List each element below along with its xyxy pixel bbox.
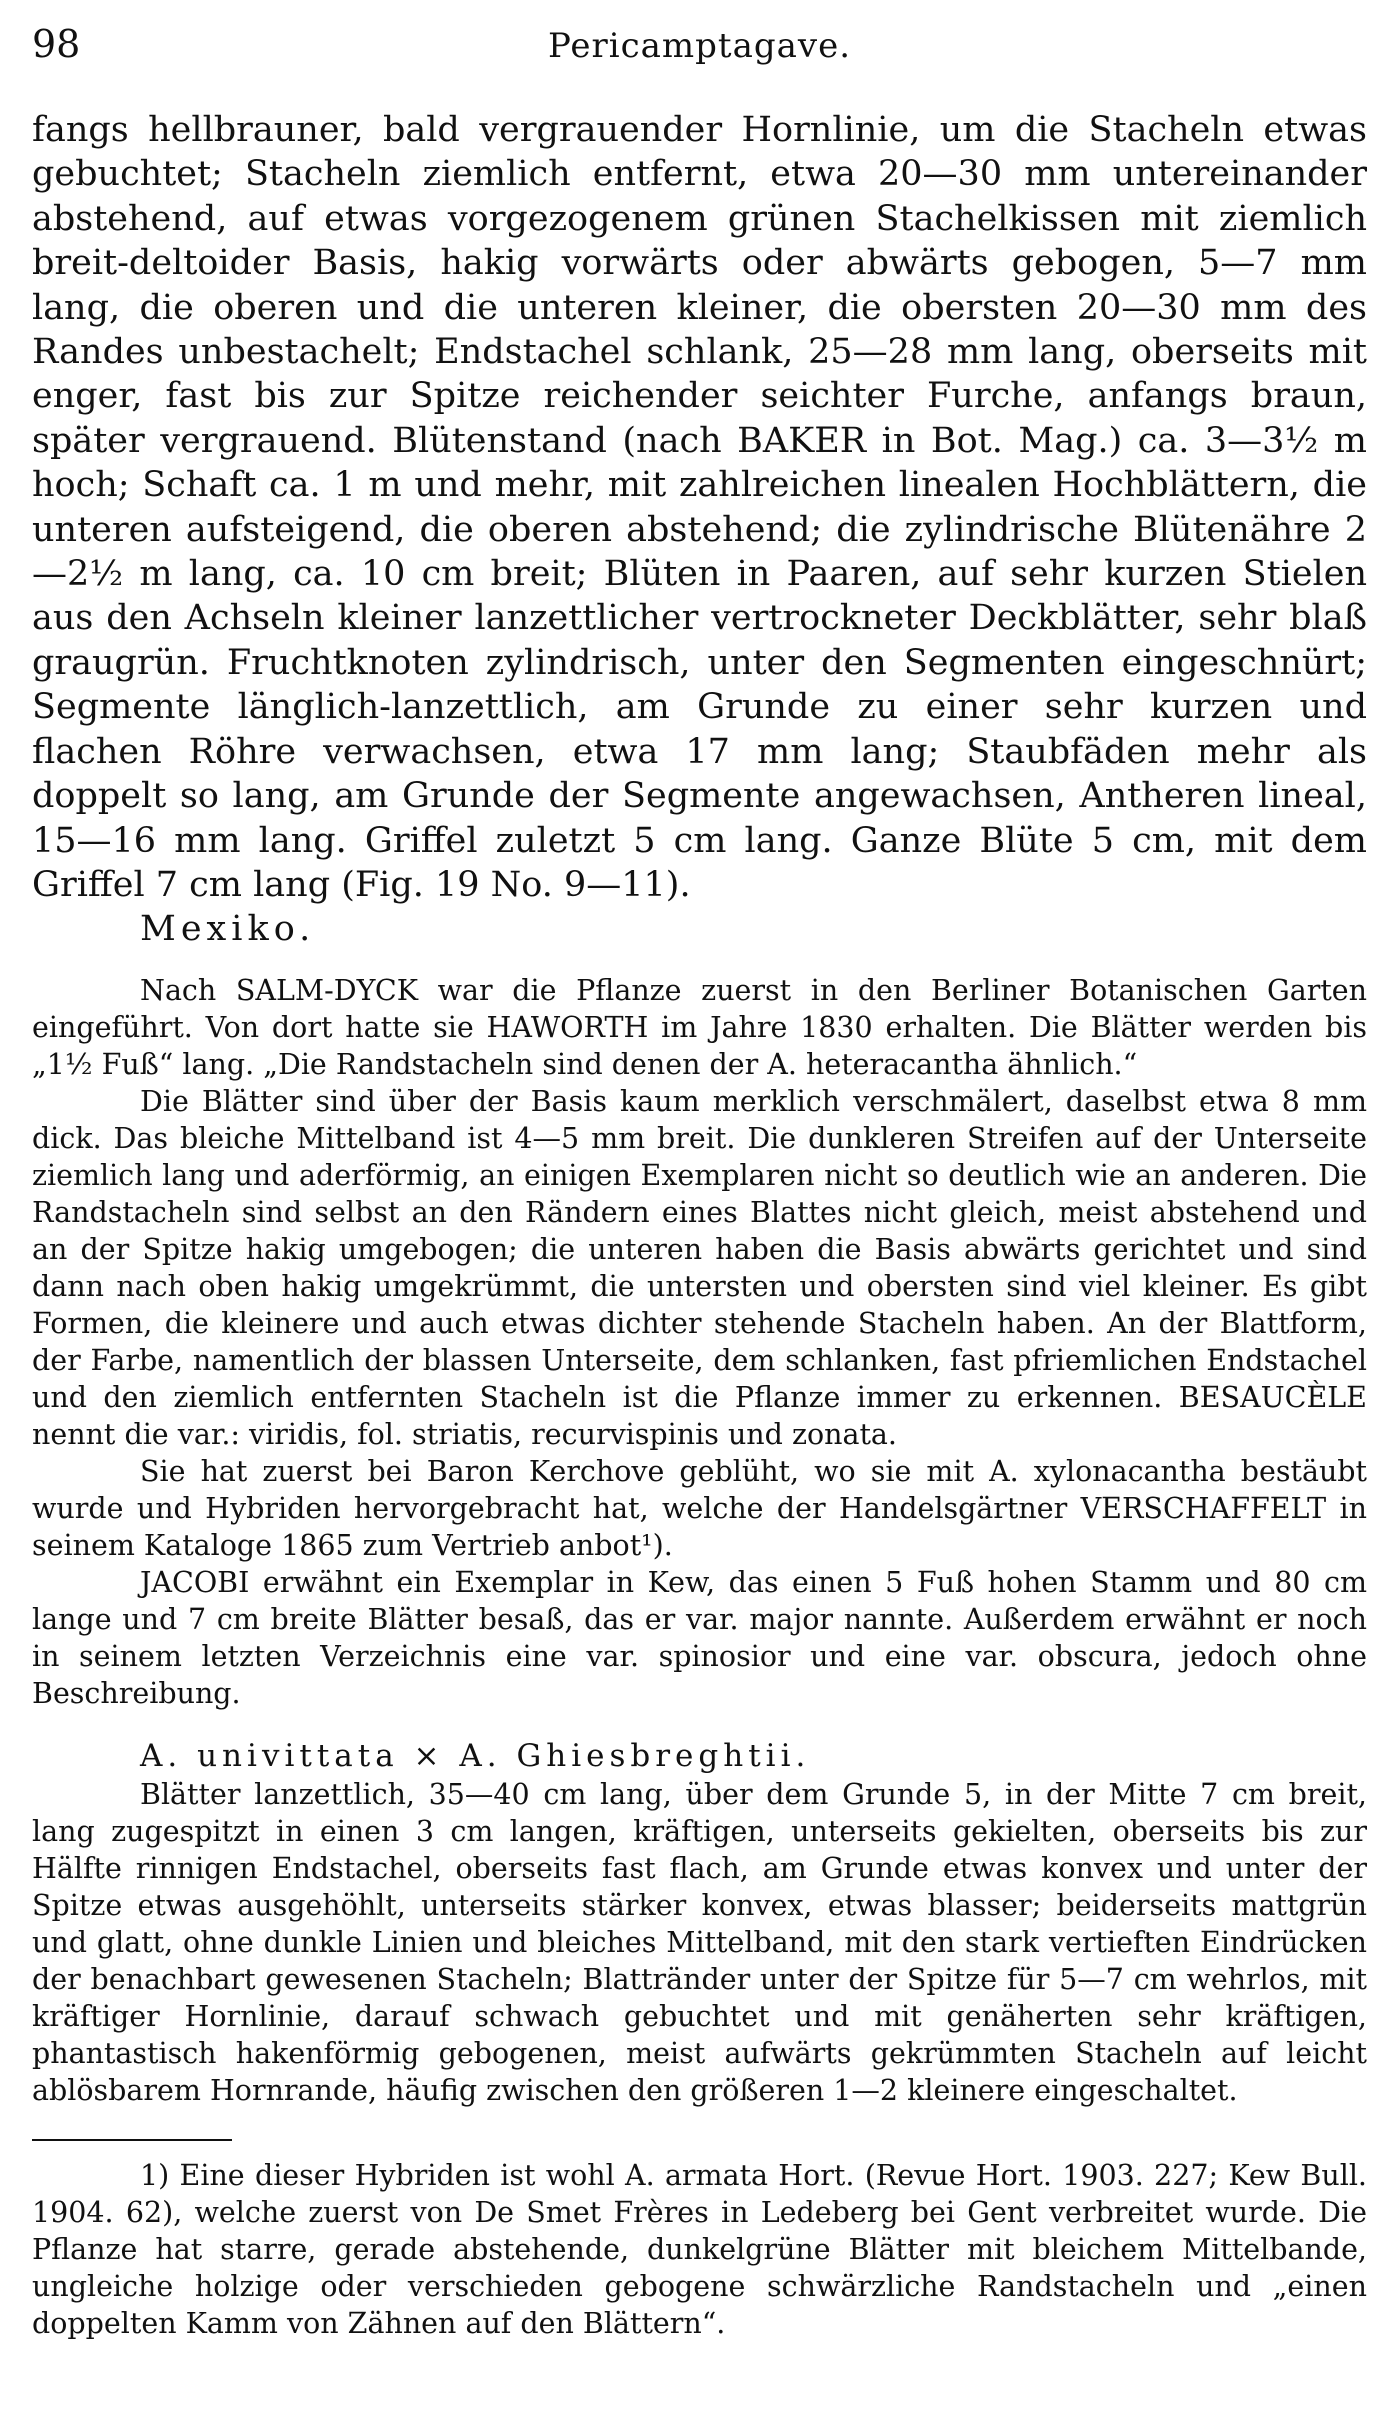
jacobi-paragraph: JACOBI erwähnt ein Exemplar in Kew, das einen 5 Fuß hohen Stamm und 80 cm lange und 7 cm breite Blätter besaß, das er var. major nannte. Außerdem erwähnt er noch in seinem letzten Verzeichnis eine var. spinosior und eine var. obscura, jedoch ohne Beschreibung.	[32, 1565, 1367, 1710]
history-paragraph: Nach SALM-DYCK war die Pflanze zuerst in den Berliner Botanischen Garten eingeführt. Von dort hatte sie HAWORTH im Jahre 1830 erhalten. Die Blätter werden bis „1½ Fuß“ lang. „Die Randstacheln sind denen der A. heteracantha ähnlich.“	[32, 973, 1367, 1081]
hybrid-heading: A. univittata × A. Ghiesbreghtii.	[140, 1737, 811, 1774]
running-title: Pericamptagave.	[547, 26, 852, 66]
page-body	[32, 108, 1367, 2342]
spacer	[32, 2109, 1367, 2133]
description-paragraph: fangs hellbrauner, bald vergrauender Hornlinie, um die Stacheln etwas gebuchtet; Stacheln ziemlich entfernt, etwa 20—30 mm untereinander abstehend, auf etwas vorgezogenem grünen Stachelkissen mit ziemlich breit-deltoider Basis, hakig vorwärts oder abwärts gebogen, 5—7 mm lang, die oberen und die unteren kleiner, die obersten 20—30 mm des Randes unbestachelt; Endstachel schlank, 25—28 mm lang, oberseits mit enger, fast bis zur Spitze reichender seichter Furche, anfangs braun, später vergrauend. Blütenstand (nach BAKER in Bot. Mag.) ca. 3—3½ m hoch; Schaft ca. 1 m und mehr, mit zahlreichen linealen Hochblättern, die unteren aufsteigend, die oberen abstehend; die zylindrische Blütenähre 2—2½ m lang, ca. 10 cm breit; Blüten in Paaren, auf sehr kurzen Stielen aus den Achseln kleiner lanzettlicher vertrockneter Deckblätter, sehr blaß graugrün. Fruchtknoten zylindrisch, unter den Segmenten eingeschnürt; Segmente länglich-lanzettlich, am Grunde zu einer sehr kurzen und flachen Röhre verwachsen, etwa 17 mm lang; Staubfäden mehr als doppelt so lang, am Grunde der Segmente angewachsen, Antheren lineal, 15—16 mm lang. Griffel zuletzt 5 cm lang. Ganze Blüte 5 cm, mit dem Griffel 7 cm lang (Fig. 19 No. 9—11).	[32, 110, 1367, 905]
leaf-description-paragraph: Die Blätter sind über der Basis kaum merklich verschmälert, daselbst etwa 8 mm dick. Das bleiche Mittelband ist 4—5 mm breit. Die dunkleren Streifen auf der Unterseite ziemlich lang und aderförmig, an einigen Exemplaren nicht so deutlich wie an anderen. Die Randstacheln sind selbst an den Rändern eines Blattes nicht gleich, meist abstehend und an der Spitze hakig umgebogen; die unteren haben die Basis abwärts gerichtet und sind dann nach oben hakig umgekrümmt, die untersten und obersten sind viel kleiner. Es gibt Formen, die kleinere und auch etwas dichter stehende Stacheln haben. An der Blattform, der Farbe, namentlich der blassen Unterseite, dem schlanken, fast pfriemlichen Endstachel und den ziemlich entfernten Stacheln ist die Pflanze immer zu erkennen. BESAUCÈLE nennt die var.: viridis, fol. striatis, recurvispinis und zonata.	[32, 1084, 1367, 1451]
origin-label: Mexiko.	[140, 909, 316, 950]
hybrid-description-paragraph: Blätter lanzettlich, 35—40 cm lang, über dem Grunde 5, in der Mitte 7 cm breit, lang zugespitzt in einen 3 cm langen, kräftigen, unterseits gekielten, oberseits bis zur Hälfte rinnigen Endstachel, oberseits fast flach, am Grunde etwas konvex und unter der Spitze etwas ausgehöhlt, unterseits stärker konvex, etwas blasser; beiderseits mattgrün und glatt, ohne dunkle Linien und bleiches Mittelband, mit den stark vertieften Eindrücken der benachbart gewesenen Stacheln; Blatträndеr unter der Spitze für 5—7 cm wehrlos, mit kräftiger Hornlinie, darauf schwach gebuchtet und mit genäherten sehr kräftigen, phantastisch hakenförmig gebogenen, meist aufwärts gekrümmten Stacheln auf leicht ablösbarem Hornrande, häufig zwischen den größeren 1—2 kleinere eingeschaltet.	[32, 1777, 1367, 2107]
spacer	[32, 952, 1367, 972]
footnote-divider	[32, 2139, 232, 2141]
page-header	[32, 22, 1367, 82]
page-number: 98	[32, 22, 81, 66]
flowering-paragraph: Sie hat zuerst bei Baron Kerchove geblüht, wo sie mit A. xylonacantha bestäubt wurde und Hybriden hervorgebracht hat, welche der Handelsgärtner VERSCHAFFELT in seinem Kataloge 1865 zum Vertrieb anbot¹).	[32, 1454, 1367, 1562]
spacer	[32, 1712, 1367, 1736]
footnote: 1) Eine dieser Hybriden ist wohl A. armata Hort. (Revue Hort. 1903. 227; Kew Bull. 1904. 62), welche zuerst von De Smet Frères in Ledeberg bei Gent verbreitet wurde. Die Pflanze hat starre, gerade abstehende, dunkelgrüne Blätter mit bleichem Mittelbande, ungleiche holzige oder verschieden gebogene schwärzliche Randstacheln und „einen doppelten Kamm von Zähnen auf den Blättern“.	[32, 2158, 1367, 2340]
